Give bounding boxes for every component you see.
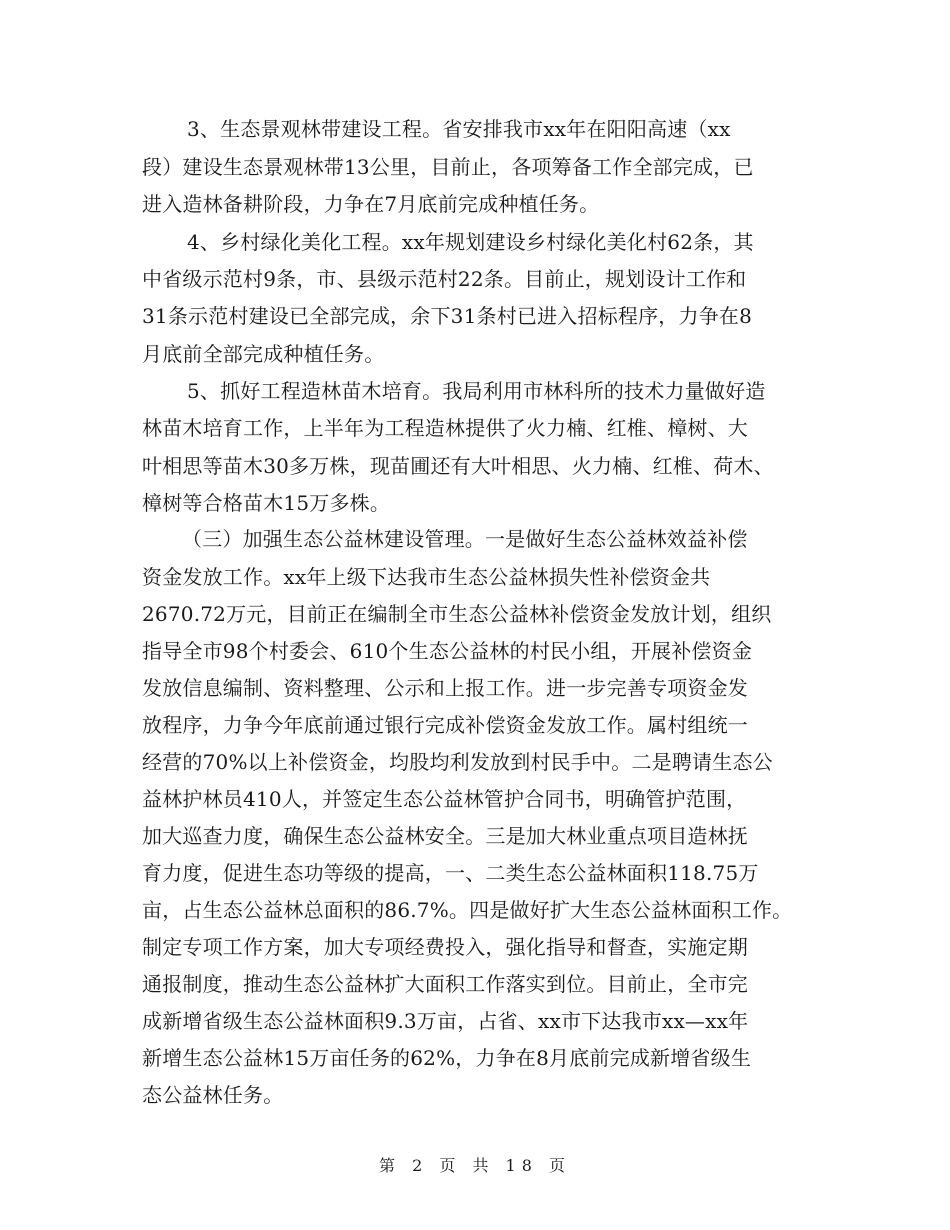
text-line: 叶相思等苗木30多万株，现苗圃还有大叶相思、火力楠、红椎、荷木、 xyxy=(142,454,774,478)
text-line: 31条示范村建设已全部完成，余下31条村已进入招标程序，力争在8 xyxy=(142,304,753,328)
text-line: 益林护林员410人，并签定生态公益林管护合同书，明确管护范围， xyxy=(142,787,747,811)
text-line: 放程序，力争今年底前通过银行完成补偿资金发放工作。属村组统一 xyxy=(142,713,748,737)
text-line: 新增生态公益林15万亩任务的62%，力争在8月底前完成新增省级生 xyxy=(142,1046,752,1070)
text-line: 发放信息编制、资料整理、公示和上报工作。进一步完善专项资金发 xyxy=(142,676,748,700)
text-line: 资金发放工作。xx年上级下达我市生态公益林损失性补偿资金共 xyxy=(142,565,711,589)
text-line: 林苗木培育工作，上半年为工程造林提供了火力楠、红椎、樟树、大 xyxy=(142,416,748,440)
text-line: 5、抓好工程造林苗木培育。我局利用市林科所的技术力量做好造 xyxy=(187,379,766,403)
text-line: 2670.72万元，目前正在编制全市生态公益林补偿资金发放计划，组织 xyxy=(142,602,772,626)
text-line: 经营的70%以上补偿资金，均股均利发放到村民手中。二是聘请生态公 xyxy=(142,750,773,774)
text-line: 亩，占生态公益林总面积的86.7%。四是做好扩大生态公益林面积工作。 xyxy=(142,898,793,922)
text-line: 月底前全部完成种植任务。 xyxy=(142,342,385,366)
text-line: 樟树等合格苗木15万多株。 xyxy=(142,491,391,515)
text-line: 指导全市98个村委会、610个生态公益林的村民小组，开展补偿资金 xyxy=(142,639,753,663)
text-line: （三）加强生态公益林建设管理。一是做好生态公益林效益补偿 xyxy=(182,527,748,551)
page-number-footer: 第 2 页 共 18 页 xyxy=(379,1156,571,1175)
text-line: 进入造林备耕阶段，力争在7月底前完成种植任务。 xyxy=(142,192,600,216)
text-line: 中省级示范村9条，市、县级示范村22条。目前止，规划设计工作和 xyxy=(142,267,747,291)
text-line: 育力度，促进生态功等级的提高，一、二类生态公益林面积118.75万 xyxy=(142,861,759,885)
text-line: 态公益林任务。 xyxy=(142,1083,284,1107)
text-line: 制定专项工作方案，加大专项经费投入，强化指导和督查，实施定期 xyxy=(142,935,748,959)
text-line: 通报制度，推动生态公益林扩大面积工作落实到位。目前止，全市完 xyxy=(142,972,748,996)
text-line: 3、生态景观林带建设工程。省安排我市xx年在阳阳高速（xx xyxy=(187,117,731,141)
text-line: 4、乡村绿化美化工程。xx年规划建设乡村绿化美化村62条，其 xyxy=(187,230,754,254)
text-line: 加大巡查力度，确保生态公益林安全。三是加大林业重点项目造林抚 xyxy=(142,824,748,848)
text-line: 成新增省级生态公益林面积9.3万亩，占省、xx市下达我市xx—xx年 xyxy=(142,1009,749,1033)
text-line: 段）建设生态景观林带13公里，目前止，各项筹备工作全部完成，已 xyxy=(142,155,754,179)
